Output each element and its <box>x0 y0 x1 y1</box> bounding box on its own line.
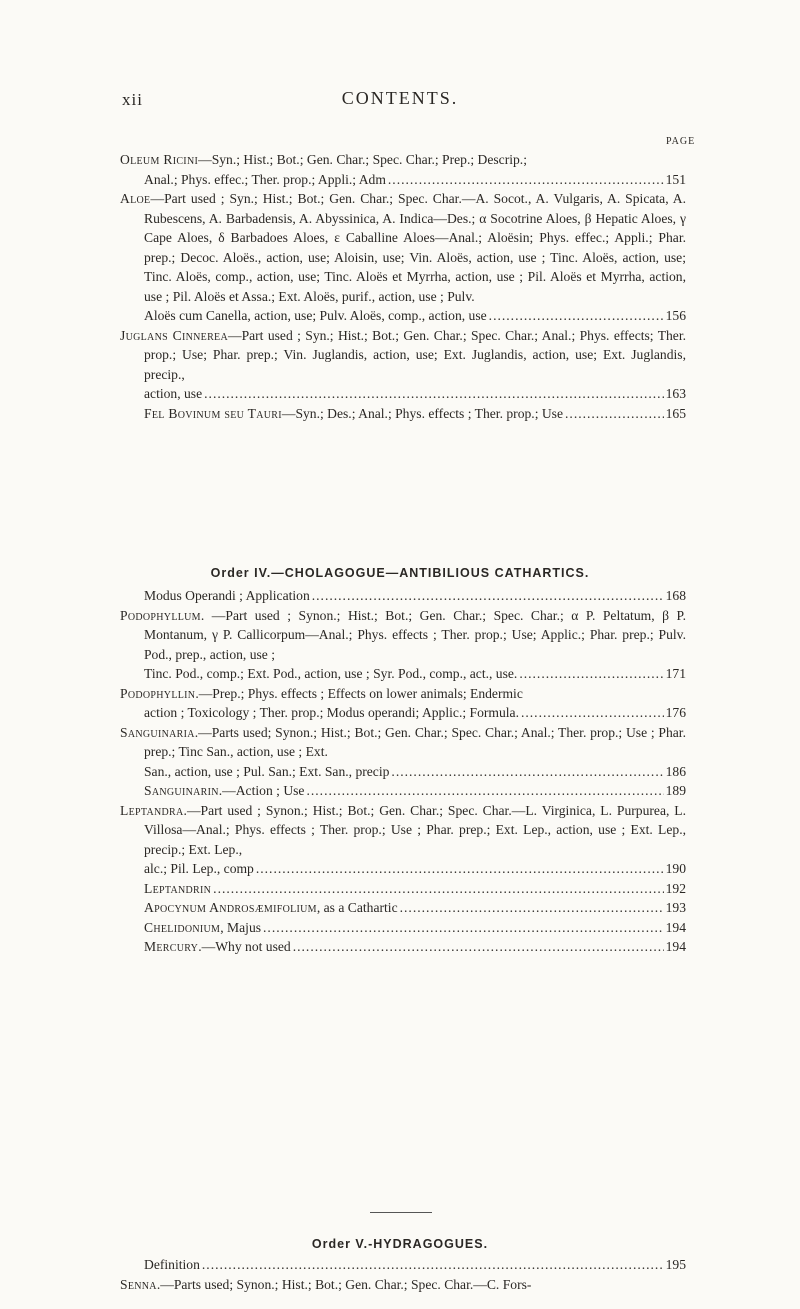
contents-group-order-iv <box>120 586 686 957</box>
section-divider <box>370 1212 432 1213</box>
page-ref: 195 <box>665 1257 686 1272</box>
entry-title: Aloe <box>120 191 151 206</box>
page-ref: 163 <box>665 386 686 401</box>
entry-text: .—Part used ; Synon.; Hist.; Bot.; Gen. Char.; Spec. Char.—L. Virginica, L. Purpurea, L. Villosa—Anal.; Phys. effects ; Ther. prop.; Use ; Phar. prep.; Ext. Lep., action, use ; Ext. Lep., precip.; Ext. Lep., <box>144 802 686 857</box>
page-ref: 156 <box>665 308 686 323</box>
entry-body <box>120 684 686 704</box>
entry-text: action ; Toxicology ; Ther. prop.; Modus operandi; Applic.; Formula. <box>144 705 519 720</box>
contents-entry <box>120 898 686 918</box>
entry-page-line <box>144 879 686 899</box>
dot-leader <box>213 879 663 899</box>
page-ref: 151 <box>665 171 686 187</box>
entry-page-line <box>144 404 686 424</box>
entry-text: .—Why not used <box>198 939 291 954</box>
entry-title: Leptandra <box>120 802 184 818</box>
page-ref: 192 <box>665 880 686 896</box>
page-ref: 165 <box>665 405 686 421</box>
entry-text: Modus Operandi ; Application <box>144 588 310 603</box>
entry-title: Chelidonium <box>144 919 221 935</box>
page-title: CONTENTS. <box>341 88 459 108</box>
page-ref: 176 <box>665 705 686 720</box>
page-number: xii <box>122 90 143 109</box>
entry-body <box>120 150 686 170</box>
contents-entry <box>120 937 686 957</box>
entry-text-wrap <box>144 404 563 424</box>
entry-body <box>120 1275 686 1295</box>
entry-body <box>120 189 686 306</box>
entry-text-wrap <box>144 937 291 957</box>
entry-title: Podophyllum <box>120 607 201 623</box>
page-ref: 194 <box>665 939 686 954</box>
entry-title: Senna <box>120 1276 157 1292</box>
page-ref: 194 <box>665 919 686 935</box>
entry-text: —Part used ; Syn.; Hist.; Bot.; Gen. Char.; Spec. Char.—A. Socot., A. Vulgaris, A. Spicata, A. Rubescens, A. Barbadensis, A. Abyssinica, A. Indica—Des.; α Socotrine Aloes, β Hepatic Aloes, γ Cape Aloes, δ Barbadoes Aloes, ε Caballine Aloes—Anal.; Aloësin; Phys. effec.; Appli.; Phar. prep.; Decoc. Aloës., action, use; Aloisin, use; Vin. Aloës, action, use ; Tinc. Aloës, action, use; Tinc. Aloës, comp., action, use; Tinc. Aloës et Myrrha, action, use ; Pil. Aloës et Myrrha, action, use ; Pil. Aloës et Assa.; Ext. Aloës, purif., action, use ; Pulv. <box>144 191 686 304</box>
entry-page-line <box>144 918 686 938</box>
entry-page-line <box>144 859 686 879</box>
section-heading-order-iv: Order IV.—CHOLAGOGUE—ANTIBILIOUS CATHARTICS. <box>210 566 590 580</box>
entry-text: , as a Cathartic <box>316 900 398 915</box>
contents-entry <box>120 781 686 801</box>
entry-page-line <box>144 898 686 918</box>
contents-entry <box>120 879 686 899</box>
section-heading-order-v: Order V.-HYDRAGOGUES. <box>311 1237 489 1251</box>
entry-text: Anal.; Phys. effec.; Ther. prop.; Appli.; Adm <box>144 171 386 187</box>
dot-leader <box>565 404 664 424</box>
dot-leader <box>306 781 663 801</box>
entry-text: action, use <box>144 386 203 401</box>
contents-entry <box>120 404 686 424</box>
contents-entry <box>120 723 686 782</box>
contents-entry <box>120 801 686 879</box>
contents-entry <box>120 918 686 938</box>
dot-leader <box>204 384 663 404</box>
contents-entry <box>120 1255 686 1275</box>
entry-text: .—Prep.; Phys. effects ; Effects on lower animals; Endermic <box>195 685 523 701</box>
dot-leader <box>202 1255 664 1275</box>
entry-page-line <box>144 170 686 190</box>
dot-leader <box>519 664 663 684</box>
contents-entry <box>120 586 686 606</box>
entry-page-line <box>144 1255 686 1275</box>
dot-leader <box>388 170 664 190</box>
entry-body <box>120 801 686 860</box>
entry-text-wrap <box>144 918 261 938</box>
entry-page-line <box>144 306 686 326</box>
contents-entry <box>120 150 686 189</box>
contents-entry <box>120 189 686 326</box>
entry-title: Sanguinarin <box>144 783 219 798</box>
contents-entry <box>120 684 686 723</box>
entry-text-wrap <box>144 1255 200 1275</box>
entry-text-wrap <box>144 586 310 606</box>
entry-text: Tinc. Pod., comp.; Ext. Pod., action, use ; Syr. Pod., comp., act., use. <box>144 666 518 681</box>
entry-text: San., action, use ; Pul. San.; Ext. San., precip <box>144 763 390 779</box>
entry-page-line <box>144 937 686 957</box>
dot-leader <box>256 859 664 879</box>
entry-body <box>120 326 686 385</box>
entry-text: Aloës cum Canella, action, use; Pulv. Aloës, comp., action, use <box>144 308 487 323</box>
entry-text: .—Parts used; Synon.; Hist.; Bot.; Gen. Char.; Spec. Char.—C. Fors- <box>156 1276 532 1292</box>
page-ref: 186 <box>665 763 686 779</box>
entry-text-wrap <box>144 781 304 801</box>
entry-page-line <box>144 664 686 684</box>
contents-group-cathartics <box>120 150 686 423</box>
entry-title: Fel Bovinum seu Tauri <box>144 405 282 421</box>
dot-leader <box>521 703 664 723</box>
entry-text: .—Parts used; Synon.; Hist.; Bot.; Gen. Char.; Spec. Char.; Anal.; Ther. prop.; Use ; Phar. prep.; Tinc San., action, use ; Ext. <box>144 724 686 759</box>
entry-body <box>120 723 686 762</box>
entry-page-line <box>144 781 686 801</box>
entry-page-line <box>144 384 686 404</box>
page-column-label: PAGE <box>666 136 696 147</box>
entry-text: .—Action ; Use <box>218 783 305 798</box>
entry-title: Leptandrin <box>144 880 212 896</box>
dot-leader <box>263 918 664 938</box>
entry-text: —Syn.; Des.; Anal.; Phys. effects ; Ther. prop.; Use <box>281 405 564 421</box>
entry-text: —Syn.; Hist.; Bot.; Gen. Char.; Spec. Char.; Prep.; Descrip.; <box>198 152 527 167</box>
entry-text: —Part used ; Syn.; Hist.; Bot.; Gen. Char.; Spec. Char.; Anal.; Phys. effects; Ther. prop.; Use; Phar. prep.; Vin. Juglandis, action, use; Ext. Juglandis, action, use; Ext. Juglandis, precip., <box>144 327 686 382</box>
entry-page-line <box>144 762 686 782</box>
contents-entry <box>120 326 686 404</box>
entry-title: Podophyllin <box>120 685 196 701</box>
entry-text-wrap <box>144 879 211 899</box>
contents-entry <box>120 606 686 684</box>
contents-entry <box>120 1275 686 1295</box>
entry-title: Mercury <box>144 939 199 954</box>
entry-page-line <box>144 586 686 606</box>
entry-title: Oleum Ricini <box>120 152 199 167</box>
dot-leader <box>312 586 664 606</box>
entry-text: , Majus <box>220 919 262 935</box>
page-ref: 189 <box>665 783 686 798</box>
entry-body <box>120 606 686 665</box>
entry-text: Definition <box>144 1257 200 1272</box>
contents-group-order-v <box>120 1255 686 1294</box>
dot-leader <box>400 898 664 918</box>
entry-page-line <box>144 703 686 723</box>
entry-text-wrap <box>144 898 398 918</box>
entry-title: Apocynum Androsæmifolium <box>144 900 317 915</box>
page-ref: 168 <box>665 588 686 603</box>
entry-text: alc.; Pil. Lep., comp <box>144 861 254 876</box>
page-ref: 190 <box>665 861 686 876</box>
dot-leader <box>489 306 664 326</box>
page-ref: 193 <box>665 900 686 915</box>
entry-title: Juglans Cinnerea <box>120 327 228 343</box>
dot-leader <box>293 937 664 957</box>
entry-title: Sanguinaria <box>120 724 195 740</box>
entry-text: . —Part used ; Synon.; Hist.; Bot.; Gen. Char.; Spec. Char.; α P. Peltatum, β P. Montanum, γ P. Callicorpum—Anal.; Phys. effects ; Ther. prop.; Use; Applic.; Phar. prep.; Pulv. Pod., prep., action, use ; <box>144 607 686 662</box>
page-ref: 171 <box>665 666 686 681</box>
dot-leader <box>391 762 663 782</box>
